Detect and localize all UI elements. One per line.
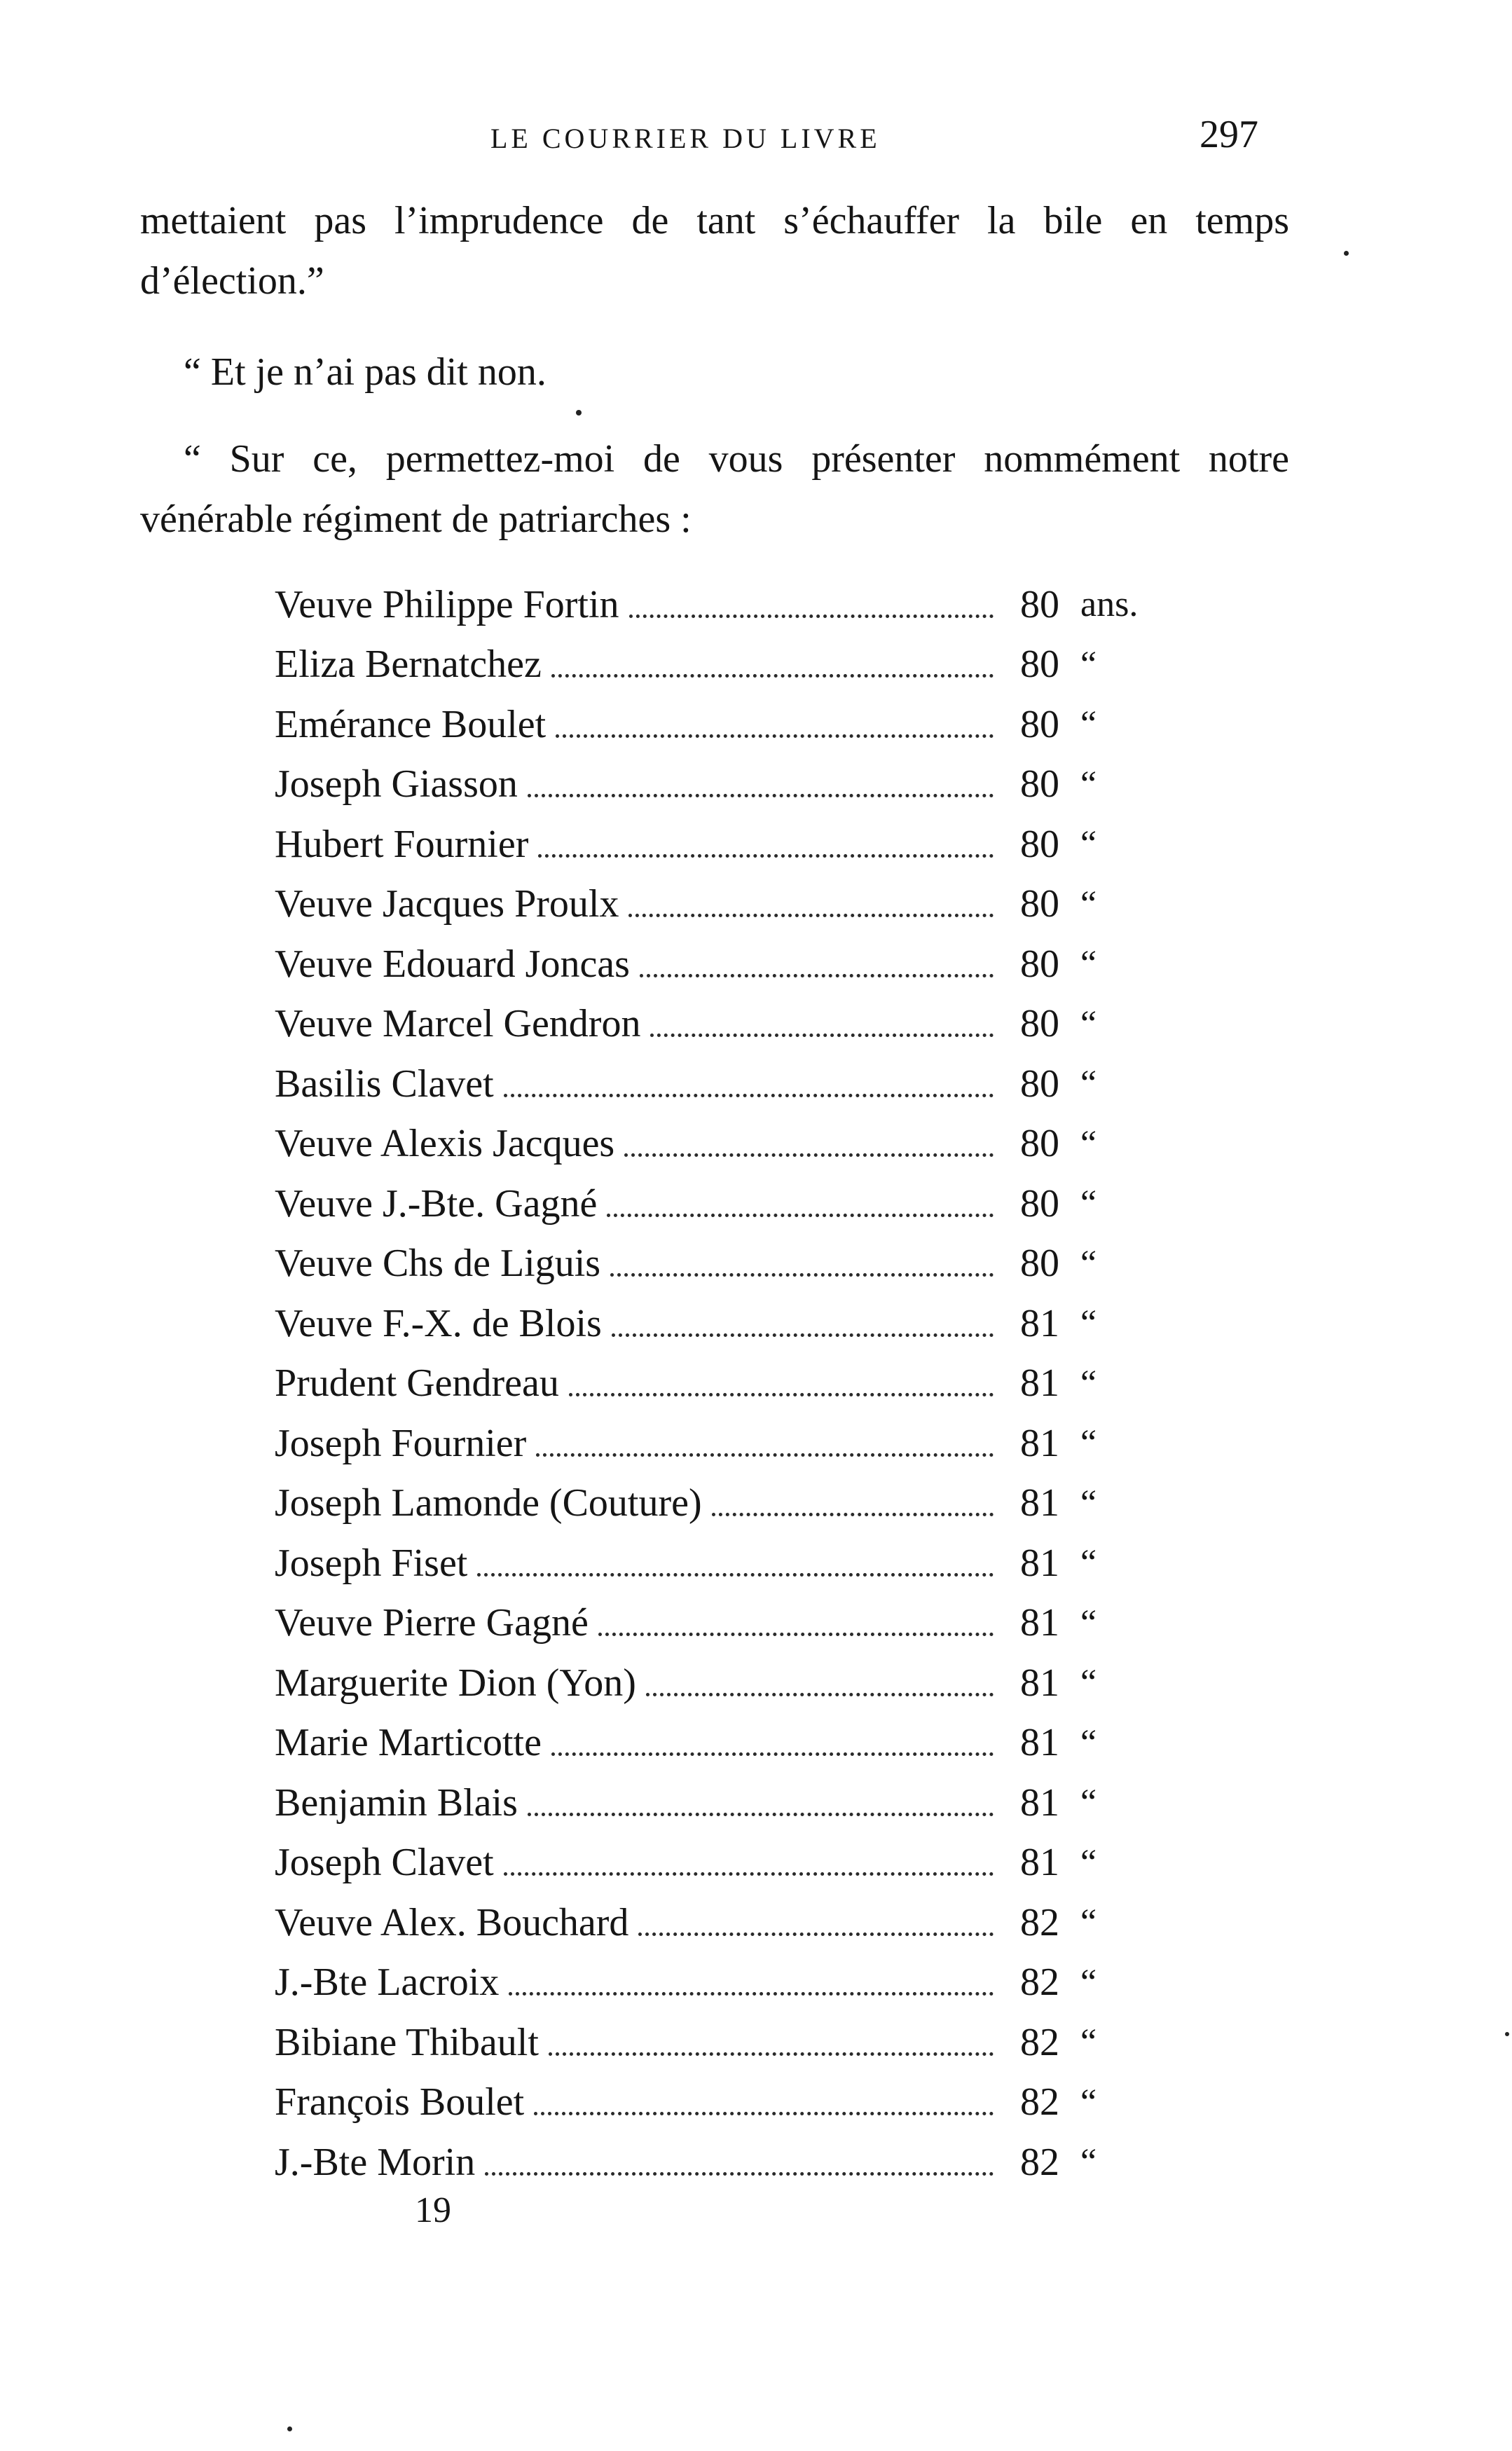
list-item <box>275 1773 1157 1833</box>
dot-leader <box>628 893 994 917</box>
paragraph-continuation: mettaient pas l’imprudence de tant s’échauffer la bile en temps d’élection.” <box>140 199 1289 303</box>
entry-unit-ditto: “ <box>1080 1123 1097 1164</box>
dot-leader <box>536 1432 994 1457</box>
entry-name: Veuve F.-X. de Blois <box>275 1301 602 1345</box>
entry-unit-ditto: “ <box>1080 1902 1097 1943</box>
entry-age: 81 <box>1020 1841 1059 1885</box>
entry-unit-ditto: “ <box>1080 1243 1097 1284</box>
entry-unit-ditto: “ <box>1080 1602 1097 1643</box>
dot-leader <box>598 1612 994 1636</box>
entry-name: Marguerite Dion (Yon) <box>275 1661 636 1705</box>
list-item <box>275 1833 1157 1893</box>
dot-leader <box>504 1073 994 1097</box>
print-speck <box>1505 2032 1509 2036</box>
entry-unit-ditto: “ <box>1080 1842 1097 1883</box>
entry-name: Joseph Lamonde (Couture) <box>275 1481 702 1525</box>
list-item <box>275 2012 1157 2073</box>
dot-leader <box>551 1731 994 1756</box>
entry-age: 80 <box>1020 702 1059 746</box>
entry-unit-ditto: “ <box>1080 1543 1097 1584</box>
list-item <box>275 814 1157 874</box>
dot-leader <box>528 773 994 797</box>
list-item <box>275 2132 1157 2192</box>
entry-unit-ditto: “ <box>1080 1483 1097 1523</box>
entry-unit-ditto: “ <box>1080 1064 1097 1104</box>
entry-unit-ditto: “ <box>1080 824 1097 865</box>
entry-name: François Boulet <box>275 2080 525 2124</box>
dot-leader <box>569 1372 994 1396</box>
entry-name: Veuve Chs de Liguis <box>275 1242 601 1286</box>
dot-leader <box>551 653 994 678</box>
print-speck <box>576 410 582 416</box>
running-title: LE COURRIER DU LIVRE <box>490 123 881 154</box>
list-item <box>275 1174 1157 1234</box>
entry-unit-ditto: “ <box>1080 2082 1097 2122</box>
signature-mark: 19 <box>415 2190 451 2230</box>
entry-unit-ditto: “ <box>1080 2142 1097 2183</box>
entry-unit-ditto: “ <box>1080 764 1097 804</box>
entry-name: Veuve Edouard Joncas <box>275 942 630 986</box>
entry-name: Veuve J.-Bte. Gagné <box>275 1181 598 1226</box>
entry-age: 82 <box>1020 2080 1059 2124</box>
dot-leader <box>504 1851 994 1876</box>
entry-name: Joseph Clavet <box>275 1841 494 1885</box>
entry-age: 81 <box>1020 1661 1059 1705</box>
entry-unit-ditto: “ <box>1080 1303 1097 1344</box>
list-item <box>275 994 1157 1055</box>
page-header <box>0 112 1512 168</box>
entry-unit-ditto: “ <box>1080 884 1097 924</box>
entry-name: Joseph Fournier <box>275 1421 527 1465</box>
dot-leader <box>629 593 994 618</box>
dot-leader <box>712 1492 994 1516</box>
entry-name: Basilis Clavet <box>275 1062 494 1106</box>
patriarch-list <box>275 575 1157 2192</box>
list-item <box>275 874 1157 935</box>
entry-name: Veuve Pierre Gagné <box>275 1601 589 1645</box>
entry-unit-ditto: “ <box>1080 944 1097 984</box>
entry-unit-ditto: “ <box>1080 1183 1097 1224</box>
entry-name: J.-Bte Lacroix <box>275 1961 500 2005</box>
entry-age: 80 <box>1020 1062 1059 1106</box>
entry-unit-ditto: “ <box>1080 1423 1097 1464</box>
entry-name: Eliza Bernatchez <box>275 643 542 687</box>
entry-name: Veuve Alex. Bouchard <box>275 1900 629 1944</box>
list-item <box>275 635 1157 695</box>
entry-age: 81 <box>1020 1481 1059 1525</box>
entry-unit-ditto: “ <box>1080 1722 1097 1763</box>
list-item <box>275 1713 1157 1773</box>
entry-unit-ditto: “ <box>1080 1003 1097 1044</box>
entry-age: 81 <box>1020 1421 1059 1465</box>
entry-age: 82 <box>1020 2020 1059 2064</box>
entry-age: 81 <box>1020 1780 1059 1825</box>
list-item <box>275 755 1157 815</box>
paragraph-reply: “ Et je n’ai pas dit non. <box>184 350 547 394</box>
dot-leader <box>646 1672 994 1696</box>
entry-unit: ans. <box>1080 584 1139 625</box>
entry-age: 81 <box>1020 1601 1059 1645</box>
list-item <box>275 1413 1157 1474</box>
entry-name: Emérance Boulet <box>275 702 547 746</box>
entry-age: 80 <box>1020 1242 1059 1286</box>
entry-age: 80 <box>1020 942 1059 986</box>
entry-unit-ditto: “ <box>1080 2022 1097 2063</box>
dot-leader <box>477 1552 994 1577</box>
dot-leader <box>612 1312 994 1337</box>
entry-age: 80 <box>1020 762 1059 806</box>
paragraph-introduction <box>140 429 1289 549</box>
entry-unit-ditto: “ <box>1080 1363 1097 1403</box>
dot-leader <box>485 2151 994 2176</box>
entry-name: Joseph Giasson <box>275 762 518 806</box>
entry-age: 82 <box>1020 1900 1059 1944</box>
entry-name: Veuve Alexis Jacques <box>275 1122 615 1166</box>
entry-unit-ditto: “ <box>1080 644 1097 685</box>
dot-leader <box>528 1792 994 1816</box>
entry-age: 80 <box>1020 643 1059 687</box>
entry-age: 80 <box>1020 1181 1059 1226</box>
list-item <box>275 1893 1157 1953</box>
print-speck <box>287 2426 292 2431</box>
dot-leader <box>624 1132 994 1157</box>
print-speck <box>1344 251 1349 256</box>
list-item <box>275 694 1157 755</box>
entry-age: 81 <box>1020 1301 1059 1345</box>
list-item <box>275 575 1157 635</box>
entry-age: 82 <box>1020 1961 1059 2005</box>
dot-leader <box>556 713 994 738</box>
dot-leader <box>610 1252 994 1277</box>
entry-name: Veuve Jacques Proulx <box>275 882 619 926</box>
entry-age: 81 <box>1020 1361 1059 1406</box>
dot-leader <box>509 1971 994 1996</box>
entry-age: 80 <box>1020 822 1059 866</box>
paragraph-introduction-text: “ Sur ce, permettez-moi de vous présenter nommément notre vénérable régiment de patriarches : <box>140 437 1289 541</box>
dot-leader <box>534 2091 994 2115</box>
list-item <box>275 1293 1157 1354</box>
entry-name: J.-Bte Morin <box>275 2140 476 2184</box>
entry-name: Prudent Gendreau <box>275 1361 559 1406</box>
dot-leader <box>650 1012 994 1037</box>
entry-name: Benjamin Blais <box>275 1780 518 1825</box>
entry-age: 81 <box>1020 1541 1059 1585</box>
entry-name: Veuve Philippe Fortin <box>275 582 619 626</box>
entry-unit-ditto: “ <box>1080 1663 1097 1703</box>
list-item <box>275 1653 1157 1713</box>
entry-age: 80 <box>1020 882 1059 926</box>
entry-name: Veuve Marcel Gendron <box>275 1002 641 1046</box>
entry-name: Joseph Fiset <box>275 1541 468 1585</box>
dot-leader <box>638 1911 994 1936</box>
entry-age: 82 <box>1020 2140 1059 2184</box>
dot-leader <box>549 2031 994 2056</box>
entry-age: 81 <box>1020 1721 1059 1765</box>
entry-unit-ditto: “ <box>1080 1962 1097 2003</box>
entry-name: Marie Marticotte <box>275 1721 542 1765</box>
entry-name: Hubert Fournier <box>275 822 529 866</box>
list-item <box>275 2073 1157 2133</box>
entry-age: 80 <box>1020 582 1059 626</box>
list-item <box>275 1533 1157 1593</box>
list-item <box>275 1474 1157 1534</box>
list-item <box>275 1354 1157 1414</box>
list-item <box>275 1054 1157 1114</box>
entry-unit-ditto: “ <box>1080 1783 1097 1823</box>
list-item <box>275 1953 1157 2013</box>
dot-leader <box>640 953 994 977</box>
list-item <box>275 1593 1157 1654</box>
list-item <box>275 934 1157 994</box>
entry-age: 80 <box>1020 1002 1059 1046</box>
entry-age: 80 <box>1020 1122 1059 1166</box>
entry-unit-ditto: “ <box>1080 704 1097 745</box>
list-item <box>275 1234 1157 1294</box>
page-number: 297 <box>1200 113 1258 156</box>
entry-name: Bibiane Thibault <box>275 2020 539 2064</box>
dot-leader <box>538 833 994 858</box>
list-item <box>275 1114 1157 1174</box>
dot-leader <box>607 1193 994 1217</box>
